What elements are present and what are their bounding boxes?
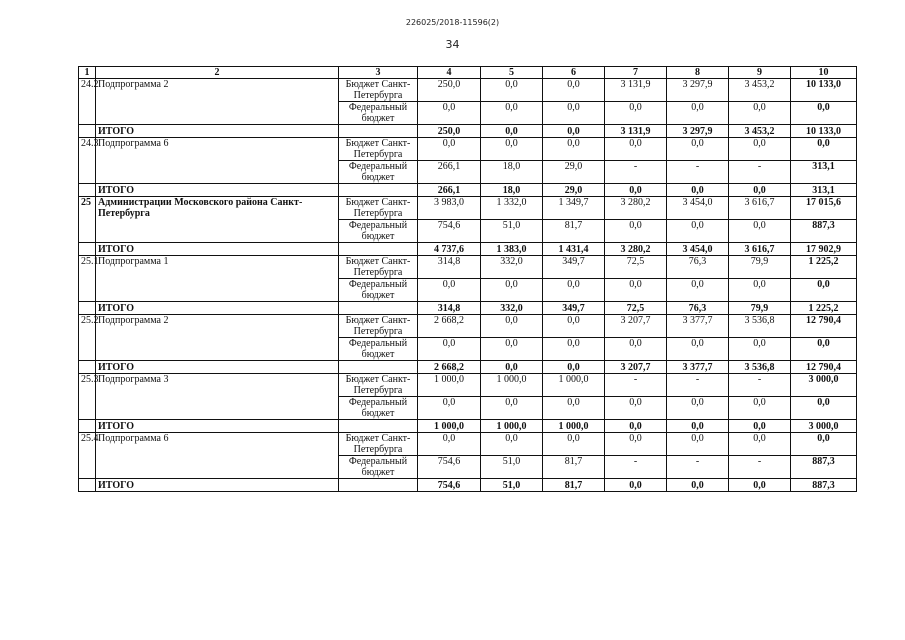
value-cell: 0,0 <box>605 433 667 456</box>
value-cell: 18,0 <box>481 161 543 184</box>
total-value-cell: 887,3 <box>791 479 857 492</box>
column-header: 3 <box>339 67 418 79</box>
total-value-cell: 72,5 <box>605 302 667 315</box>
value-cell: 0,0 <box>605 279 667 302</box>
value-cell: 0,0 <box>729 138 791 161</box>
value-cell: 0,0 <box>418 138 481 161</box>
total-label: ИТОГО <box>96 243 339 256</box>
total-value-cell: 3 280,2 <box>605 243 667 256</box>
empty-cell <box>79 302 96 315</box>
empty-cell <box>339 479 418 492</box>
value-cell: 0,0 <box>418 397 481 420</box>
total-value-cell: 81,7 <box>543 479 605 492</box>
value-cell: 0,0 <box>729 279 791 302</box>
total-value-cell: 313,1 <box>791 184 857 197</box>
empty-cell <box>79 125 96 138</box>
empty-cell <box>79 479 96 492</box>
value-cell: 0,0 <box>791 433 857 456</box>
empty-cell <box>79 243 96 256</box>
funding-source: Федеральный бюджет <box>339 220 418 243</box>
total-value-cell: 76,3 <box>667 302 729 315</box>
value-cell: 10 133,0 <box>791 79 857 102</box>
total-row <box>79 420 857 433</box>
value-cell: 0,0 <box>729 397 791 420</box>
value-cell: 754,6 <box>418 220 481 243</box>
funding-source: Бюджет Санкт-Петербурга <box>339 79 418 102</box>
value-cell: 332,0 <box>481 256 543 279</box>
empty-cell <box>79 420 96 433</box>
total-value-cell: 0,0 <box>729 184 791 197</box>
funding-source: Федеральный бюджет <box>339 161 418 184</box>
value-cell: 0,0 <box>481 102 543 125</box>
total-value-cell: 0,0 <box>605 420 667 433</box>
column-header: 4 <box>418 67 481 79</box>
table-row <box>79 315 857 338</box>
value-cell: 0,0 <box>481 138 543 161</box>
total-value-cell: 3 131,9 <box>605 125 667 138</box>
value-cell: 0,0 <box>791 138 857 161</box>
value-cell: 0,0 <box>543 102 605 125</box>
value-cell: 887,3 <box>791 456 857 479</box>
column-header: 7 <box>605 67 667 79</box>
total-value-cell: 10 133,0 <box>791 125 857 138</box>
funding-source: Бюджет Санкт-Петербурга <box>339 256 418 279</box>
total-value-cell: 332,0 <box>481 302 543 315</box>
program-name: Подпрограмма 2 <box>96 315 339 361</box>
program-name: Подпрограмма 6 <box>96 433 339 479</box>
total-row <box>79 479 857 492</box>
value-cell: 3 453,2 <box>729 79 791 102</box>
value-cell: - <box>729 161 791 184</box>
value-cell: 0,0 <box>481 315 543 338</box>
empty-cell <box>339 420 418 433</box>
total-value-cell: 250,0 <box>418 125 481 138</box>
funding-source: Бюджет Санкт-Петербурга <box>339 433 418 456</box>
total-value-cell: 0,0 <box>481 125 543 138</box>
table-row <box>79 433 857 456</box>
program-name: Администрации Московского района Санкт-Петербурга <box>96 197 339 243</box>
column-header: 6 <box>543 67 605 79</box>
column-header: 5 <box>481 67 543 79</box>
funding-source: Бюджет Санкт-Петербурга <box>339 197 418 220</box>
value-cell: 887,3 <box>791 220 857 243</box>
total-value-cell: 754,6 <box>418 479 481 492</box>
value-cell: 3 280,2 <box>605 197 667 220</box>
empty-cell <box>339 125 418 138</box>
value-cell: 81,7 <box>543 456 605 479</box>
value-cell: 1 000,0 <box>543 374 605 397</box>
total-value-cell: 3 453,2 <box>729 125 791 138</box>
value-cell: 0,0 <box>729 102 791 125</box>
value-cell: 0,0 <box>667 138 729 161</box>
value-cell: 3 131,9 <box>605 79 667 102</box>
value-cell: 0,0 <box>667 433 729 456</box>
value-cell: - <box>605 374 667 397</box>
total-value-cell: 17 902,9 <box>791 243 857 256</box>
total-value-cell: 1 225,2 <box>791 302 857 315</box>
value-cell: 266,1 <box>418 161 481 184</box>
value-cell: 0,0 <box>481 397 543 420</box>
value-cell: 0,0 <box>667 220 729 243</box>
total-label: ИТОГО <box>96 479 339 492</box>
value-cell: 0,0 <box>543 338 605 361</box>
total-value-cell: 1 431,4 <box>543 243 605 256</box>
empty-cell <box>79 184 96 197</box>
total-value-cell: 0,0 <box>543 361 605 374</box>
funding-source: Федеральный бюджет <box>339 456 418 479</box>
value-cell: 0,0 <box>418 279 481 302</box>
row-number: 25.1 <box>79 256 96 302</box>
value-cell: 1 225,2 <box>791 256 857 279</box>
value-cell: - <box>729 456 791 479</box>
total-value-cell: 0,0 <box>667 420 729 433</box>
total-value-cell: 3 536,8 <box>729 361 791 374</box>
funding-source: Федеральный бюджет <box>339 338 418 361</box>
value-cell: 17 015,6 <box>791 197 857 220</box>
total-value-cell: 0,0 <box>543 125 605 138</box>
total-label: ИТОГО <box>96 302 339 315</box>
value-cell: - <box>605 456 667 479</box>
value-cell: 76,3 <box>667 256 729 279</box>
value-cell: - <box>667 456 729 479</box>
value-cell: 0,0 <box>543 279 605 302</box>
total-value-cell: 314,8 <box>418 302 481 315</box>
total-value-cell: 2 668,2 <box>418 361 481 374</box>
total-value-cell: 0,0 <box>605 479 667 492</box>
row-number: 24.3 <box>79 138 96 184</box>
empty-cell <box>339 302 418 315</box>
total-value-cell: 0,0 <box>605 184 667 197</box>
value-cell: 0,0 <box>729 220 791 243</box>
page-number: 34 <box>445 38 460 51</box>
total-value-cell: 349,7 <box>543 302 605 315</box>
value-cell: 3 207,7 <box>605 315 667 338</box>
value-cell: 0,0 <box>791 338 857 361</box>
value-cell: 0,0 <box>481 338 543 361</box>
value-cell: 0,0 <box>543 79 605 102</box>
value-cell: 0,0 <box>791 102 857 125</box>
row-number: 24.2 <box>79 79 96 125</box>
total-label: ИТОГО <box>96 361 339 374</box>
value-cell: 0,0 <box>667 102 729 125</box>
value-cell: 3 616,7 <box>729 197 791 220</box>
value-cell: 754,6 <box>418 456 481 479</box>
total-value-cell: 12 790,4 <box>791 361 857 374</box>
total-value-cell: 1 000,0 <box>481 420 543 433</box>
value-cell: 3 297,9 <box>667 79 729 102</box>
value-cell: 3 536,8 <box>729 315 791 338</box>
value-cell: 0,0 <box>791 279 857 302</box>
column-header: 1 <box>79 67 96 79</box>
total-value-cell: 0,0 <box>481 361 543 374</box>
column-header: 2 <box>96 67 339 79</box>
total-row <box>79 125 857 138</box>
value-cell: 250,0 <box>418 79 481 102</box>
value-cell: 0,0 <box>667 279 729 302</box>
value-cell: 72,5 <box>605 256 667 279</box>
table-row <box>79 197 857 220</box>
empty-cell <box>339 361 418 374</box>
total-value-cell: 266,1 <box>418 184 481 197</box>
value-cell: 79,9 <box>729 256 791 279</box>
value-cell: 0,0 <box>729 338 791 361</box>
table-row <box>79 138 857 161</box>
value-cell: 349,7 <box>543 256 605 279</box>
total-row <box>79 302 857 315</box>
value-cell: 12 790,4 <box>791 315 857 338</box>
total-value-cell: 3 377,7 <box>667 361 729 374</box>
total-label: ИТОГО <box>96 184 339 197</box>
value-cell: 0,0 <box>418 102 481 125</box>
value-cell: 0,0 <box>543 397 605 420</box>
total-value-cell: 4 737,6 <box>418 243 481 256</box>
value-cell: 1 332,0 <box>481 197 543 220</box>
total-label: ИТОГО <box>96 125 339 138</box>
value-cell: 0,0 <box>605 338 667 361</box>
funding-source: Бюджет Санкт-Петербурга <box>339 374 418 397</box>
row-number: 25.4 <box>79 433 96 479</box>
value-cell: 3 000,0 <box>791 374 857 397</box>
value-cell: - <box>667 161 729 184</box>
total-value-cell: 3 454,0 <box>667 243 729 256</box>
total-value-cell: 1 000,0 <box>418 420 481 433</box>
total-value-cell: 51,0 <box>481 479 543 492</box>
value-cell: 0,0 <box>418 338 481 361</box>
value-cell: 0,0 <box>481 279 543 302</box>
empty-cell <box>79 361 96 374</box>
value-cell: 0,0 <box>605 397 667 420</box>
value-cell: - <box>667 374 729 397</box>
value-cell: 3 983,0 <box>418 197 481 220</box>
value-cell: 0,0 <box>418 433 481 456</box>
total-value-cell: 0,0 <box>729 479 791 492</box>
program-name: Подпрограмма 2 <box>96 79 339 125</box>
total-row <box>79 361 857 374</box>
total-value-cell: 79,9 <box>729 302 791 315</box>
funding-source: Федеральный бюджет <box>339 279 418 302</box>
value-cell: 0,0 <box>543 315 605 338</box>
total-value-cell: 0,0 <box>729 420 791 433</box>
total-value-cell: 3 207,7 <box>605 361 667 374</box>
program-name: Подпрограмма 1 <box>96 256 339 302</box>
value-cell: 0,0 <box>667 338 729 361</box>
table-row <box>79 256 857 279</box>
total-value-cell: 18,0 <box>481 184 543 197</box>
funding-source: Федеральный бюджет <box>339 102 418 125</box>
value-cell: 0,0 <box>667 397 729 420</box>
table-row <box>79 374 857 397</box>
total-row <box>79 243 857 256</box>
budget-table <box>78 66 857 492</box>
total-label: ИТОГО <box>96 420 339 433</box>
empty-cell <box>339 243 418 256</box>
value-cell: 0,0 <box>543 433 605 456</box>
value-cell: 1 000,0 <box>418 374 481 397</box>
value-cell: 314,8 <box>418 256 481 279</box>
row-number: 25.3 <box>79 374 96 420</box>
value-cell: 0,0 <box>481 433 543 456</box>
column-header: 9 <box>729 67 791 79</box>
value-cell: 81,7 <box>543 220 605 243</box>
total-value-cell: 3 616,7 <box>729 243 791 256</box>
program-name: Подпрограмма 6 <box>96 138 339 184</box>
document-id: 226025/2018-11596(2) <box>405 18 500 27</box>
value-cell: 0,0 <box>791 397 857 420</box>
row-number: 25.2 <box>79 315 96 361</box>
total-value-cell: 1 000,0 <box>543 420 605 433</box>
value-cell: 3 377,7 <box>667 315 729 338</box>
value-cell: 0,0 <box>605 102 667 125</box>
column-number-row <box>79 67 857 79</box>
funding-source: Федеральный бюджет <box>339 397 418 420</box>
value-cell: 0,0 <box>543 138 605 161</box>
value-cell: 51,0 <box>481 220 543 243</box>
value-cell: 29,0 <box>543 161 605 184</box>
total-value-cell: 29,0 <box>543 184 605 197</box>
total-value-cell: 1 383,0 <box>481 243 543 256</box>
empty-cell <box>339 184 418 197</box>
column-header: 8 <box>667 67 729 79</box>
value-cell: 3 454,0 <box>667 197 729 220</box>
value-cell: 0,0 <box>605 220 667 243</box>
column-header: 10 <box>791 67 857 79</box>
total-row <box>79 184 857 197</box>
value-cell: 1 000,0 <box>481 374 543 397</box>
total-value-cell: 3 000,0 <box>791 420 857 433</box>
value-cell: 51,0 <box>481 456 543 479</box>
program-name: Подпрограмма 3 <box>96 374 339 420</box>
value-cell: - <box>729 374 791 397</box>
value-cell: 313,1 <box>791 161 857 184</box>
value-cell: - <box>605 161 667 184</box>
value-cell: 0,0 <box>605 138 667 161</box>
value-cell: 0,0 <box>729 433 791 456</box>
value-cell: 2 668,2 <box>418 315 481 338</box>
value-cell: 0,0 <box>481 79 543 102</box>
total-value-cell: 0,0 <box>667 479 729 492</box>
value-cell: 1 349,7 <box>543 197 605 220</box>
total-value-cell: 3 297,9 <box>667 125 729 138</box>
funding-source: Бюджет Санкт-Петербурга <box>339 138 418 161</box>
total-value-cell: 0,0 <box>667 184 729 197</box>
table-row <box>79 79 857 102</box>
row-number: 25 <box>79 197 96 243</box>
funding-source: Бюджет Санкт-Петербурга <box>339 315 418 338</box>
